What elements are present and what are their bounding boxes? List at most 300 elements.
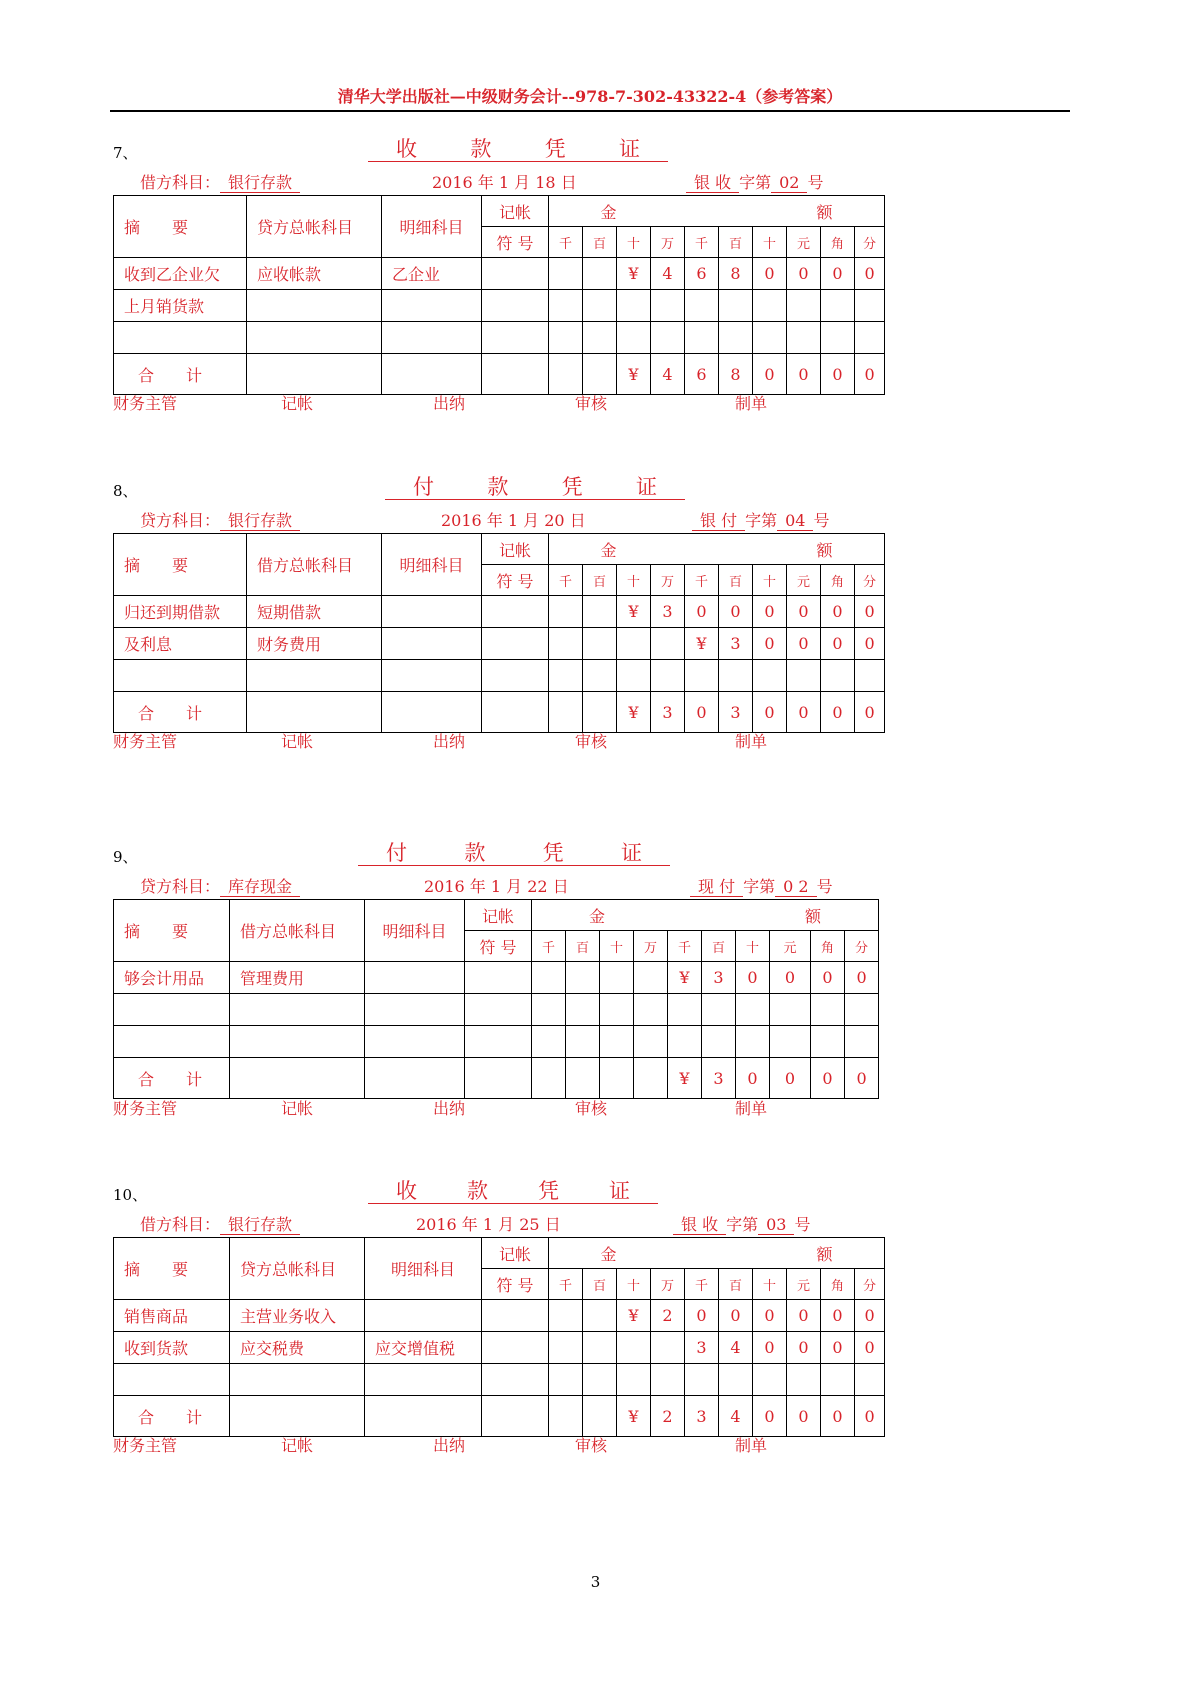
voucher-number-suffix: 号 <box>807 173 824 192</box>
digit-header: 分 <box>855 565 885 596</box>
col-header-amount <box>549 534 885 565</box>
voucher-number-line <box>686 170 823 193</box>
amount-label-right: 额 <box>816 202 833 222</box>
digit-cell <box>770 994 811 1026</box>
voucher-type: 银 付 <box>692 511 745 531</box>
digit-header: 分 <box>845 931 879 962</box>
table-row <box>114 962 879 994</box>
total-digit-cell: 4 <box>719 1396 753 1437</box>
digit-cell <box>719 322 753 354</box>
digit-cell <box>845 1026 879 1058</box>
total-digit-cell: 0 <box>770 1058 811 1099</box>
digit-cell: ¥ <box>617 258 651 290</box>
digit-header: 十 <box>617 227 651 258</box>
signature-label: 审核 <box>575 1436 608 1455</box>
account-value: 库存现金 <box>220 877 300 897</box>
col-header-ref-bottom: 符 号 <box>482 565 549 596</box>
voucher-type-mid: 字第 <box>739 173 772 192</box>
table-row <box>114 628 885 660</box>
total-digit-cell: 0 <box>821 1396 855 1437</box>
signature-label: 记帐 <box>281 394 314 413</box>
ref-cell <box>465 994 532 1026</box>
header-rule <box>110 110 1070 112</box>
account-value: 银行存款 <box>220 1215 300 1235</box>
digit-header: 角 <box>821 1269 855 1300</box>
digit-cell: 0 <box>719 596 753 628</box>
digit-cell <box>753 290 787 322</box>
digit-cell: 0 <box>753 258 787 290</box>
total-digit-cell: 0 <box>821 354 855 395</box>
digit-header: 分 <box>855 1269 885 1300</box>
digit-cell <box>811 1026 845 1058</box>
digit-header: 千 <box>685 565 719 596</box>
voucher-title <box>358 840 670 866</box>
voucher-title <box>385 474 685 500</box>
digit-header: 十 <box>753 1269 787 1300</box>
total-digit-cell: 0 <box>821 692 855 733</box>
col-header-ref-bottom: 符 号 <box>465 931 532 962</box>
voucher-index: 7、 <box>113 144 138 162</box>
digit-header: 角 <box>811 931 845 962</box>
digit-cell <box>549 660 583 692</box>
detail-account-cell <box>382 596 482 628</box>
digit-header: 百 <box>719 227 753 258</box>
detail-account-cell <box>365 994 465 1026</box>
signature-label: 制单 <box>735 1436 768 1455</box>
total-digit-cell <box>600 1058 634 1099</box>
table-row <box>114 322 885 354</box>
col-header-amount <box>532 900 879 931</box>
digit-cell <box>787 290 821 322</box>
voucher-title-char: 付 <box>413 475 434 499</box>
digit-header: 百 <box>719 565 753 596</box>
col-header-detail: 明细科目 <box>365 1238 482 1300</box>
digit-cell <box>566 962 600 994</box>
digit-header: 千 <box>549 227 583 258</box>
digit-cell <box>583 628 617 660</box>
table-row <box>114 258 885 290</box>
account-line <box>140 170 300 193</box>
summary-cell <box>114 1364 230 1396</box>
col-header-detail: 明细科目 <box>365 900 465 962</box>
digit-cell <box>617 322 651 354</box>
signature-label: 审核 <box>575 732 608 751</box>
digit-cell: 0 <box>855 628 885 660</box>
digit-header: 百 <box>702 931 736 962</box>
general-account-cell <box>247 354 382 395</box>
voucher-number: 02 <box>771 173 807 193</box>
total-row <box>114 354 885 395</box>
signature-label: 记帐 <box>281 1436 314 1455</box>
digit-cell <box>617 628 651 660</box>
table-row <box>114 1026 879 1058</box>
digit-cell: 0 <box>770 962 811 994</box>
detail-account-cell <box>382 354 482 395</box>
page-number: 3 <box>590 1573 601 1591</box>
digit-cell: 0 <box>821 628 855 660</box>
digit-cell: 0 <box>753 596 787 628</box>
col-header-summary: 摘 要 <box>114 196 247 258</box>
digit-cell <box>600 994 634 1026</box>
summary-cell <box>114 1026 230 1058</box>
voucher-date: 2016 年 1 月 25 日 <box>416 1215 561 1234</box>
digit-cell <box>668 994 702 1026</box>
digit-cell: 0 <box>719 1300 753 1332</box>
voucher-number-suffix: 号 <box>816 877 833 896</box>
ref-cell <box>482 692 549 733</box>
col-header-summary: 摘 要 <box>114 900 230 962</box>
signature-label: 制单 <box>735 394 768 413</box>
digit-cell <box>855 322 885 354</box>
digit-cell <box>736 994 770 1026</box>
voucher-type-mid: 字第 <box>726 1215 759 1234</box>
total-row <box>114 1396 885 1437</box>
col-header-counter-account: 借方总帐科目 <box>230 900 365 962</box>
digit-cell: 0 <box>685 596 719 628</box>
digit-cell <box>770 1026 811 1058</box>
detail-account-cell <box>382 660 482 692</box>
voucher-title <box>368 136 668 162</box>
amount-label-right: 额 <box>816 1244 833 1264</box>
digit-cell: 4 <box>651 258 685 290</box>
digit-cell <box>583 1364 617 1396</box>
digit-cell: 3 <box>702 962 736 994</box>
voucher-title <box>368 1178 658 1204</box>
digit-cell <box>583 322 617 354</box>
digit-cell: ¥ <box>617 1300 651 1332</box>
total-digit-cell <box>566 1058 600 1099</box>
digit-cell: 3 <box>651 596 685 628</box>
digit-cell <box>634 1026 668 1058</box>
general-account-cell <box>247 322 382 354</box>
digit-cell <box>532 994 566 1026</box>
digit-cell: 0 <box>821 1332 855 1364</box>
summary-cell: 归还到期借款 <box>114 596 247 628</box>
digit-cell <box>651 660 685 692</box>
digit-cell <box>600 962 634 994</box>
voucher-title-char: 款 <box>487 475 509 499</box>
digit-cell: 6 <box>685 258 719 290</box>
ref-cell <box>482 660 549 692</box>
total-digit-cell: 0 <box>787 354 821 395</box>
total-row <box>114 1058 879 1099</box>
col-header-ref-bottom: 符 号 <box>482 227 549 258</box>
detail-account-cell <box>365 1364 482 1396</box>
col-header-ref-top: 记帐 <box>482 196 549 227</box>
total-digit-cell: 0 <box>685 692 719 733</box>
digit-cell: 0 <box>845 962 879 994</box>
digit-cell <box>600 1026 634 1058</box>
general-account-cell <box>230 1026 365 1058</box>
digit-cell: 0 <box>736 962 770 994</box>
total-label: 合 计 <box>114 1396 230 1437</box>
general-account-cell <box>247 290 382 322</box>
summary-cell: 上月销货款 <box>114 290 247 322</box>
digit-header: 十 <box>736 931 770 962</box>
voucher-type-mid: 字第 <box>743 877 776 896</box>
digit-cell <box>753 660 787 692</box>
voucher-number-line <box>690 874 833 897</box>
col-header-counter-account: 贷方总帐科目 <box>247 196 382 258</box>
account-line <box>140 1212 300 1235</box>
digit-cell: 0 <box>855 258 885 290</box>
digit-cell <box>821 322 855 354</box>
digit-header: 元 <box>787 1269 821 1300</box>
digit-cell <box>549 290 583 322</box>
digit-cell: 0 <box>787 1332 821 1364</box>
total-digit-cell <box>549 692 583 733</box>
digit-cell: 0 <box>753 1332 787 1364</box>
voucher-number-suffix: 号 <box>794 1215 811 1234</box>
digit-cell <box>549 596 583 628</box>
voucher-number: 04 <box>777 511 813 531</box>
voucher-date: 2016 年 1 月 20 日 <box>441 511 586 530</box>
total-digit-cell <box>583 1396 617 1437</box>
signature-label: 出纳 <box>433 394 466 413</box>
general-account-cell: 主营业务收入 <box>230 1300 365 1332</box>
summary-cell: 收到货款 <box>114 1332 230 1364</box>
voucher-table <box>113 899 879 1099</box>
digit-cell <box>753 322 787 354</box>
account-line <box>140 874 300 897</box>
voucher-title-char: 款 <box>470 137 492 161</box>
total-digit-cell: 0 <box>855 354 885 395</box>
digit-header: 万 <box>651 1269 685 1300</box>
digit-cell <box>702 1026 736 1058</box>
digit-cell <box>855 660 885 692</box>
total-digit-cell <box>532 1058 566 1099</box>
detail-account-cell <box>382 322 482 354</box>
digit-cell <box>855 1364 885 1396</box>
digit-cell <box>549 1300 583 1332</box>
detail-account-cell <box>365 1396 482 1437</box>
col-header-detail: 明细科目 <box>382 196 482 258</box>
digit-header: 千 <box>549 1269 583 1300</box>
total-label: 合 计 <box>114 1058 230 1099</box>
digit-cell: ¥ <box>685 628 719 660</box>
voucher-index: 10、 <box>113 1186 148 1204</box>
total-digit-cell: 2 <box>651 1396 685 1437</box>
signature-label: 财务主管 <box>113 1436 178 1455</box>
total-digit-cell: 8 <box>719 354 753 395</box>
digit-cell <box>532 1026 566 1058</box>
general-account-cell <box>230 1396 365 1437</box>
account-line <box>140 508 300 531</box>
total-digit-cell: 0 <box>787 1396 821 1437</box>
digit-cell <box>583 290 617 322</box>
general-account-cell <box>247 660 382 692</box>
signature-label: 审核 <box>575 394 608 413</box>
digit-cell: 3 <box>719 628 753 660</box>
digit-cell <box>753 1364 787 1396</box>
amount-label-left: 金 <box>600 1244 617 1264</box>
total-row <box>114 692 885 733</box>
digit-cell <box>617 1332 651 1364</box>
table-row <box>114 994 879 1026</box>
total-digit-cell <box>583 354 617 395</box>
voucher-title-char: 证 <box>620 841 642 865</box>
total-digit-cell: 3 <box>719 692 753 733</box>
digit-cell <box>787 1364 821 1396</box>
digit-cell: 0 <box>821 1300 855 1332</box>
digit-cell <box>617 1364 651 1396</box>
digit-header: 千 <box>668 931 702 962</box>
total-digit-cell: ¥ <box>617 692 651 733</box>
col-header-ref-bottom: 符 号 <box>482 1269 549 1300</box>
voucher-type: 银 收 <box>686 173 739 193</box>
signature-label: 财务主管 <box>113 394 178 413</box>
table-row <box>114 1364 885 1396</box>
voucher-table <box>113 533 885 733</box>
signature-label: 财务主管 <box>113 1099 178 1118</box>
digit-cell <box>617 660 651 692</box>
voucher-number-line <box>673 1212 810 1235</box>
digit-cell <box>583 596 617 628</box>
digit-cell <box>821 290 855 322</box>
digit-header: 千 <box>532 931 566 962</box>
digit-cell <box>634 962 668 994</box>
total-label: 合 计 <box>114 692 247 733</box>
total-digit-cell: ¥ <box>668 1058 702 1099</box>
ref-cell <box>482 1300 549 1332</box>
ref-cell <box>482 596 549 628</box>
total-digit-cell <box>549 1396 583 1437</box>
digit-header: 千 <box>685 1269 719 1300</box>
total-digit-cell: 3 <box>651 692 685 733</box>
digit-cell <box>532 962 566 994</box>
digit-cell <box>651 290 685 322</box>
digit-cell: 0 <box>787 1300 821 1332</box>
signature-label: 财务主管 <box>113 732 178 751</box>
digit-cell <box>583 660 617 692</box>
account-value: 银行存款 <box>220 173 300 193</box>
account-prefix: 借方科目： <box>140 173 221 192</box>
digit-cell: 0 <box>753 628 787 660</box>
voucher-number: 03 <box>758 1215 794 1235</box>
detail-account-cell <box>382 692 482 733</box>
digit-cell: 0 <box>821 596 855 628</box>
table-row <box>114 1300 885 1332</box>
voucher-title-char: 凭 <box>561 475 583 499</box>
digit-cell: 0 <box>753 1300 787 1332</box>
voucher-title-char: 凭 <box>542 841 564 865</box>
digit-header: 百 <box>583 227 617 258</box>
digit-cell <box>821 660 855 692</box>
digit-cell <box>549 628 583 660</box>
digit-header: 十 <box>753 565 787 596</box>
total-digit-cell: ¥ <box>617 354 651 395</box>
voucher-title-char: 证 <box>618 137 640 161</box>
detail-account-cell <box>365 1058 465 1099</box>
digit-cell <box>651 1332 685 1364</box>
digit-cell <box>617 290 651 322</box>
general-account-cell <box>230 994 365 1026</box>
digit-header: 十 <box>753 227 787 258</box>
voucher-number: 0 2 <box>775 877 816 897</box>
total-digit-cell <box>634 1058 668 1099</box>
voucher-index: 9、 <box>113 848 138 866</box>
digit-header: 元 <box>770 931 811 962</box>
amount-label-left: 金 <box>600 202 617 222</box>
digit-cell: 0 <box>811 962 845 994</box>
table-row <box>114 596 885 628</box>
total-digit-cell: 0 <box>736 1058 770 1099</box>
digit-cell <box>668 1026 702 1058</box>
digit-cell <box>685 322 719 354</box>
total-digit-cell: 3 <box>685 1396 719 1437</box>
voucher-title-char: 凭 <box>538 1179 559 1203</box>
detail-account-cell <box>365 1300 482 1332</box>
ref-cell <box>482 354 549 395</box>
digit-header: 元 <box>787 227 821 258</box>
total-digit-cell: 0 <box>753 354 787 395</box>
voucher-title-char: 凭 <box>544 137 566 161</box>
digit-cell <box>845 994 879 1026</box>
account-prefix: 贷方科目： <box>140 511 221 530</box>
ref-cell <box>465 1058 532 1099</box>
col-header-amount <box>549 196 885 227</box>
summary-cell: 够会计用品 <box>114 962 230 994</box>
signature-label: 出纳 <box>433 1436 466 1455</box>
digit-cell <box>566 1026 600 1058</box>
digit-header: 万 <box>651 227 685 258</box>
document-header: 清华大学出版社—中级财务会计--978-7-302-43322-4（参考答案） <box>337 87 843 106</box>
total-digit-cell: 0 <box>845 1058 879 1099</box>
digit-cell: 0 <box>787 628 821 660</box>
digit-cell: 0 <box>821 258 855 290</box>
digit-header: 百 <box>583 565 617 596</box>
digit-cell <box>787 322 821 354</box>
total-digit-cell: 3 <box>702 1058 736 1099</box>
digit-cell: ¥ <box>668 962 702 994</box>
total-digit-cell: ¥ <box>617 1396 651 1437</box>
summary-cell <box>114 994 230 1026</box>
voucher-table <box>113 195 885 395</box>
voucher-title-char: 款 <box>467 1179 488 1203</box>
total-digit-cell: 6 <box>685 354 719 395</box>
col-header-ref-top: 记帐 <box>482 534 549 565</box>
account-prefix: 借方科目： <box>140 1215 221 1234</box>
table-row <box>114 1332 885 1364</box>
digit-header: 分 <box>855 227 885 258</box>
voucher-title-char: 付 <box>386 841 407 865</box>
digit-cell <box>719 1364 753 1396</box>
ref-cell <box>482 1364 549 1396</box>
digit-cell: ¥ <box>617 596 651 628</box>
voucher-type: 现 付 <box>690 877 743 897</box>
digit-cell <box>685 290 719 322</box>
digit-cell <box>787 660 821 692</box>
amount-label-right: 额 <box>805 906 822 926</box>
digit-cell <box>566 994 600 1026</box>
voucher-table <box>113 1237 885 1437</box>
digit-cell <box>583 1332 617 1364</box>
digit-cell <box>855 290 885 322</box>
digit-header: 千 <box>685 227 719 258</box>
digit-cell: 0 <box>787 596 821 628</box>
signature-label: 制单 <box>735 1099 768 1118</box>
digit-header: 千 <box>549 565 583 596</box>
amount-label-left: 金 <box>589 906 606 926</box>
signature-label: 出纳 <box>433 1099 466 1118</box>
digit-header: 百 <box>583 1269 617 1300</box>
account-value: 银行存款 <box>220 511 300 531</box>
ref-cell <box>482 1332 549 1364</box>
digit-header: 元 <box>787 565 821 596</box>
digit-header: 百 <box>566 931 600 962</box>
digit-header: 角 <box>821 227 855 258</box>
digit-cell: 0 <box>855 1332 885 1364</box>
